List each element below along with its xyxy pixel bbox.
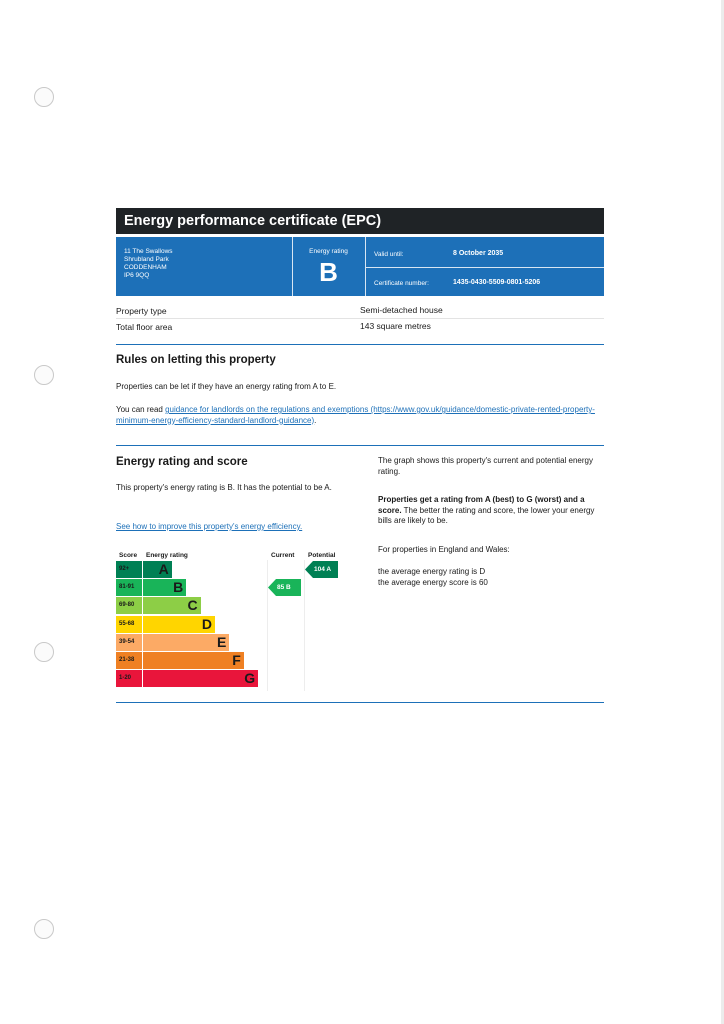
property-address [124,248,173,280]
band-letter: A [158,561,169,577]
rating-band-e [143,634,229,651]
rating-explanation-rest: The better the rating and score, the lower your energy bills are likely to be. [378,505,595,525]
energy-rating-label: Energy rating [309,248,348,255]
property-type-row [116,303,604,319]
rules-heading: Rules on letting this property [116,354,276,366]
section-divider [116,702,604,703]
punch-hole [34,919,54,939]
score-range-e: 39-54 [116,634,142,651]
score-column-header: Score [119,552,138,559]
average-score: the average energy score is 60 [378,578,488,587]
region-note: For properties in England and Wales: [378,545,510,554]
energy-rating-chart [116,548,346,698]
property-type-label: Property type [116,306,167,316]
band-letter: E [217,633,227,650]
floor-area-value: 143 square metres [360,321,431,331]
average-rating: the average energy rating is D [378,567,486,576]
score-range-d: 55-68 [116,616,142,633]
certificate-title: Energy performance certificate (EPC) [116,208,604,234]
address-line: Shrubland Park [124,256,169,263]
rating-column-header: Energy rating [146,552,188,559]
guidance-suffix: . [314,415,317,425]
rating-band-a [143,561,172,578]
punch-hole [34,87,54,107]
rating-explanation [378,495,604,527]
certificate-number-label: Certificate number: [374,280,429,287]
guidance-link[interactable]: guidance for landlords on the regulations and exemptions (https://www.gov.uk/guidance/domestic-private-rented-property-minimum-energy-efficiency-standard-landlord-guidance) [116,405,595,425]
score-range-b: 81-91 [116,579,142,596]
current-rating-indicator-label: 85 B [277,584,291,592]
score-range-c: 69-80 [116,597,142,614]
band-letter: D [201,615,212,632]
rating-band-g [143,670,258,687]
rating-explanation-bold: Properties get a rating from A (best) to G (worst) and a score. [378,495,585,515]
band-letter: F [232,652,241,668]
rating-summary: This property's energy rating is B. It has the potential to be A. [116,483,332,492]
rules-text: Properties can be let if they have an energy rating from A to E. [116,382,337,391]
property-type-value: Semi-detached house [360,305,443,315]
potential-rating-indicator [305,561,338,578]
rules-guidance [116,405,604,426]
improve-efficiency-link[interactable]: See how to improve this property's energy efficiency. [116,522,303,531]
floor-area-label: Total floor area [116,322,173,332]
current-rating-indicator [268,579,301,596]
address-line: IP6 9QQ [124,272,150,279]
potential-rating-indicator-label: 104 A [314,566,332,573]
certificate-summary [116,237,604,296]
rating-band-d [143,616,215,633]
score-range-g: 1-20 [116,670,142,687]
potential-column-header: Potential [308,552,336,559]
band-letter: C [187,597,198,614]
graph-explanation: The graph shows this property's current and potential energy rating. [378,456,593,476]
rating-band-c [143,597,201,614]
valid-until-value: 8 October 2035 [453,250,504,257]
address-line: 11 The Swallows [124,248,173,255]
current-column-header: Current [271,552,295,559]
address-line: CODDENHAM [124,264,167,271]
column-divider [304,560,305,691]
certificate-number-value: 1435-0430-5509-0801-5206 [453,279,541,286]
score-range-f: 21-38 [116,652,142,669]
score-heading: Energy rating and score [116,456,248,468]
section-divider [116,445,604,446]
divider [366,267,604,268]
score-range-a: 92+ [116,561,142,578]
punch-hole [34,642,54,662]
section-divider [116,344,604,345]
guidance-prefix: You can read [116,405,166,414]
valid-until-label: Valid until: [374,251,404,258]
rating-band-f [143,652,244,669]
floor-area-row [116,319,604,335]
punch-hole [34,365,54,385]
energy-rating-letter: B [319,257,338,287]
rating-band-b [143,579,186,596]
band-letter: G [244,670,256,687]
band-letter: B [173,579,184,596]
